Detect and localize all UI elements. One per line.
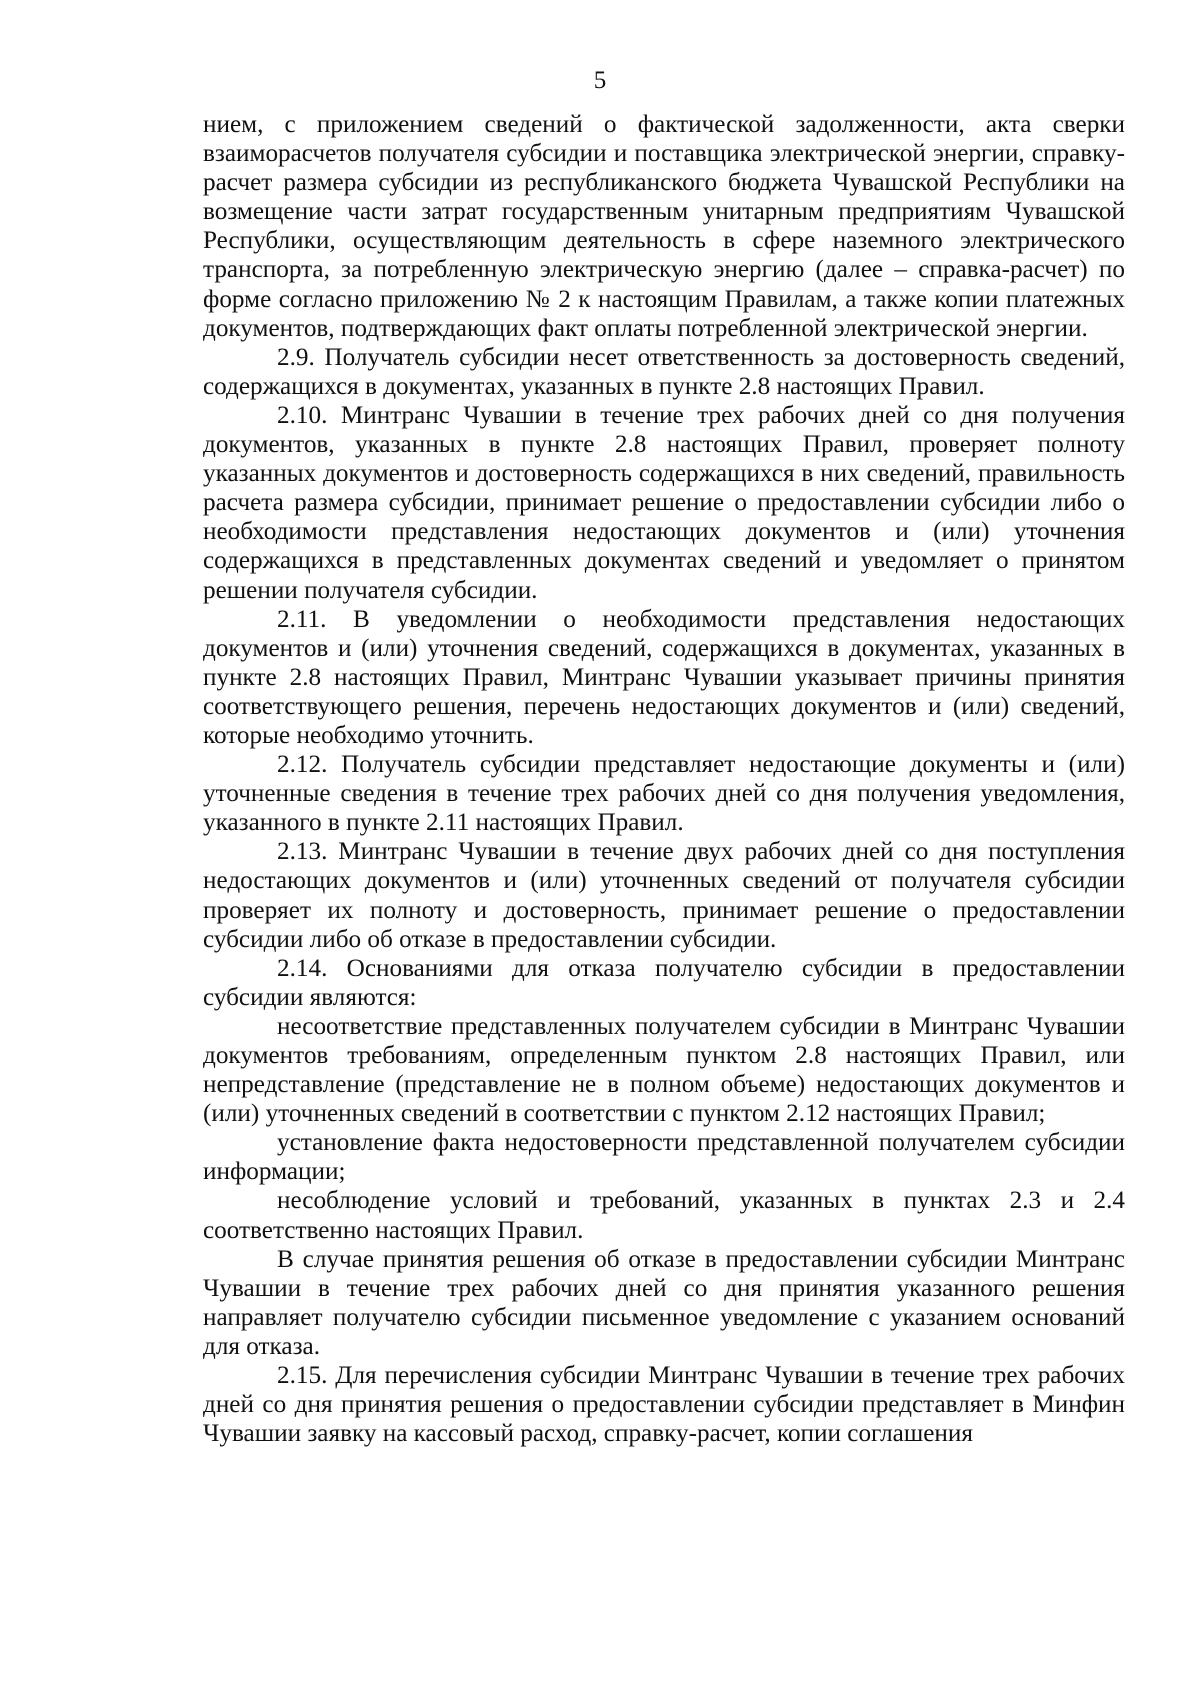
- paragraph-refusal-ground-2: установление факта недостоверности представленной получателем субсидии информации;: [203, 1129, 1125, 1186]
- paragraph-refusal-notice: В случае принятия решения об отказе в предоставлении субсидии Минтранс Чувашии в течение трех рабочих дней со дня принятия указанного решения направляет получателю субсидии письменное уведомление с указанием оснований для отказа.: [203, 1245, 1125, 1360]
- paragraph-2-11: 2.11. В уведомлении о необходимости представления недостающих документов и (или) уточнения сведений, содержащихся в документах, указанных в пункте 2.8 настоящих Правил, Минтранс Чувашии указывает причины принятия соответствующего решения, перечень недостающих документов и (или) сведений, которые необходимо уточнить.: [203, 605, 1125, 749]
- paragraph-2-10: 2.10. Минтранс Чувашии в течение трех рабочих дней со дня получения документов, указанных в пункте 2.8 настоящих Правил, проверяет полноту указанных документов и достоверность содержащихся в них сведений, правильность расчета размера субсидии, принимает решение о предоставлении субсидии либо о необходимости представления недостающих документов и (или) уточнения содержащихся в представленных документах сведений и уведомляет о принятом решении получателя субсидии.: [203, 401, 1125, 604]
- paragraph-continuation: нием, с приложением сведений о фактической задолженности, акта сверки взаиморасчетов получателя субсидии и поставщика электрической энергии, справку-расчет размера субсидии из республиканского бюджета Чувашской Республики на возмещение части затрат государственным унитарным предприятиям Чувашской Республики, осуществляющим деятельность в сфере наземного электрического транспорта, за потребленную электрическую энергию (далее – справка-расчет) по форме согласно приложению № 2 к настоящим Правилам, а также копии платежных документов, подтверждающих факт оплаты потребленной электрической энергии.: [203, 111, 1125, 342]
- paragraph-2-12: 2.12. Получатель субсидии представляет недостающие документы и (или) уточненные сведения в течение трех рабочих дней со дня получения уведомления, указанного в пункте 2.11 настоящих Правил.: [203, 751, 1125, 837]
- paragraph-refusal-ground-1: несоответствие представленных получателем субсидии в Минтранс Чувашии документов требованиям, определенным пунктом 2.8 настоящих Правил, или непредставление (представление не в полном объеме) недостающих документов и (или) уточненных сведений в соответствии с пунктом 2.12 настоящих Правил;: [203, 1012, 1125, 1128]
- page-number: 5: [593, 67, 607, 94]
- paragraph-2-9: 2.9. Получатель субсидии несет ответственность за достоверность сведений, содержащихся в документах, указанных в пункте 2.8 настоящих Правил.: [203, 343, 1125, 400]
- paragraph-2-14: 2.14. Основаниями для отказа получателю субсидии в предоставлении субсидии являются:: [203, 954, 1125, 1011]
- paragraph-2-13: 2.13. Минтранс Чувашии в течение двух рабочих дней со дня поступления недостающих документов и (или) уточненных сведений от получателя субсидии проверяет их полноту и достоверность, принимает решение о предоставлении субсидии либо об отказе в предоставлении субсидии.: [203, 838, 1125, 953]
- page-body: [203, 110, 1125, 1448]
- paragraph-refusal-ground-3: несоблюдение условий и требований, указанных в пунктах 2.3 и 2.4 соответственно настоящих Правил.: [203, 1187, 1125, 1244]
- paragraph-2-15: 2.15. Для перечисления субсидии Минтранс Чувашии в течение трех рабочих дней со дня принятия решения о предоставлении субсидии представляет в Минфин Чувашии заявку на кассовый расход, справку-расчет, копии соглашения: [203, 1362, 1125, 1448]
